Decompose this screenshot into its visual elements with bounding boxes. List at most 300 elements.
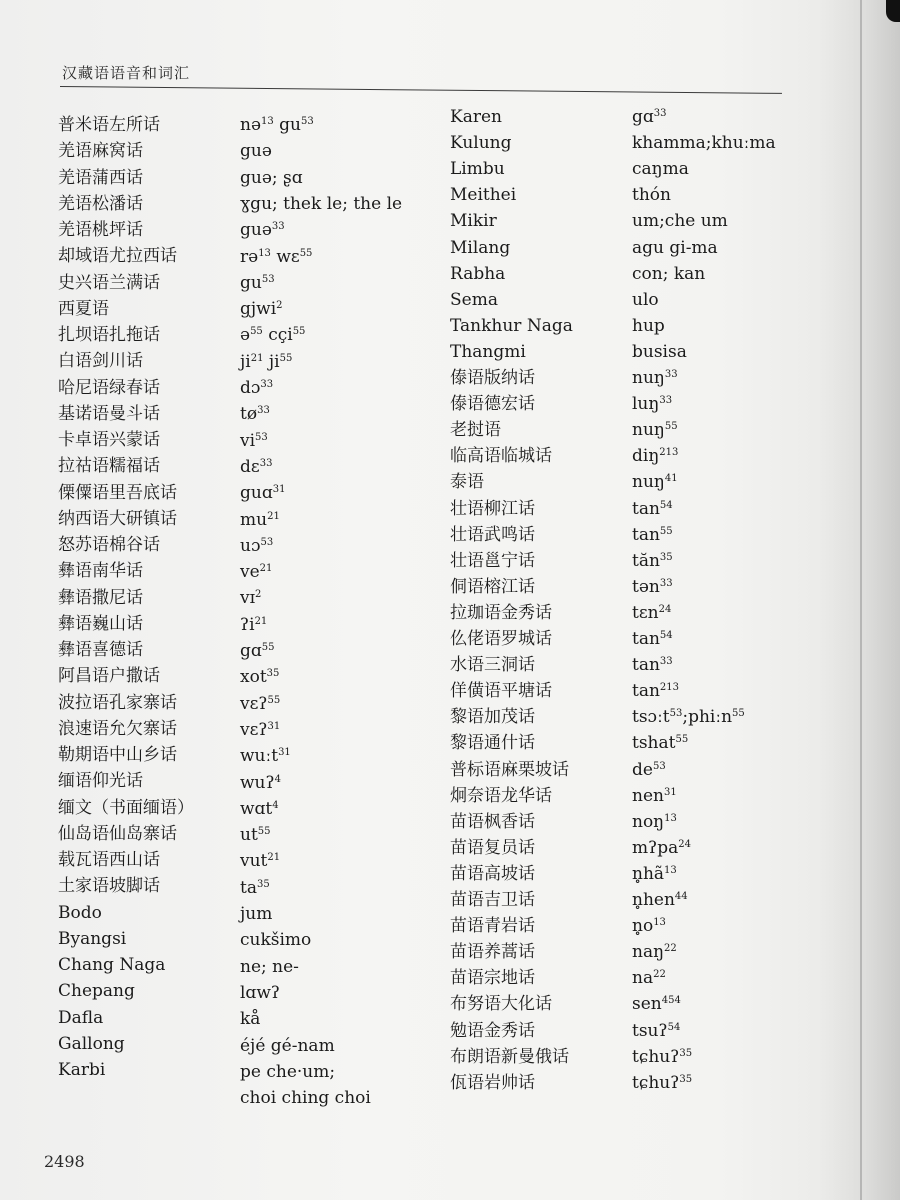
tone-superscript: 55 bbox=[257, 826, 271, 838]
language-name bbox=[450, 208, 622, 234]
language-name bbox=[58, 270, 238, 296]
entry-text: 却域语尤拉西话 bbox=[58, 246, 177, 267]
entry-text: gɑ bbox=[632, 107, 654, 127]
word-form bbox=[632, 469, 787, 495]
word-form bbox=[632, 235, 787, 261]
language-name bbox=[450, 965, 622, 991]
entry-text: vi bbox=[240, 430, 256, 451]
word-form bbox=[632, 704, 787, 730]
entry-text: tɛn bbox=[632, 602, 659, 623]
tone-superscript: 13 bbox=[664, 864, 677, 876]
tone-superscript: 53 bbox=[255, 431, 268, 443]
language-name bbox=[58, 795, 238, 821]
word-form bbox=[240, 770, 445, 796]
entry-text: Sema bbox=[450, 289, 498, 310]
tone-superscript: 454 bbox=[661, 995, 681, 1007]
entry-text: 载瓦语西山话 bbox=[58, 850, 160, 870]
word-form bbox=[240, 796, 445, 822]
entry-text: vɛʔ bbox=[240, 693, 268, 714]
tone-superscript: 33 bbox=[659, 656, 673, 668]
entry-text: tshat bbox=[632, 733, 676, 754]
language-name bbox=[58, 165, 238, 191]
language-name bbox=[450, 730, 622, 756]
entry-text: 炯奈语龙华话 bbox=[450, 785, 552, 806]
word-form bbox=[240, 533, 445, 559]
tone-superscript: 13 bbox=[653, 917, 666, 929]
page-edge bbox=[860, 0, 862, 1200]
language-name bbox=[450, 939, 622, 965]
entry-text: 阿昌语户撒话 bbox=[58, 666, 160, 687]
language-name bbox=[450, 522, 622, 548]
tone-superscript: 21 bbox=[267, 510, 280, 522]
entry-text: 彝语撒尼话 bbox=[58, 587, 143, 608]
word-form bbox=[240, 717, 445, 743]
entry-text: guə; ʂɑ bbox=[240, 167, 303, 188]
header-rule bbox=[60, 86, 782, 94]
language-name bbox=[450, 130, 622, 156]
entry-text: cçi bbox=[262, 325, 293, 346]
word-form bbox=[240, 638, 445, 664]
entry-text: Mikir bbox=[450, 211, 497, 232]
word-form bbox=[632, 652, 787, 678]
entry-text: 白语剑川话 bbox=[58, 351, 143, 372]
word-form bbox=[240, 112, 445, 138]
entry-text: 拉祜语糯福话 bbox=[58, 456, 160, 477]
tone-superscript: 22 bbox=[653, 969, 666, 981]
word-form bbox=[632, 757, 787, 783]
tone-superscript: 213 bbox=[659, 682, 680, 694]
tone-superscript: 13 bbox=[664, 812, 677, 824]
language-name bbox=[58, 768, 238, 794]
word-form bbox=[240, 980, 445, 1006]
entry-text: ulo bbox=[632, 289, 659, 310]
entry-text: 彝语巍山话 bbox=[58, 613, 143, 634]
word-form bbox=[632, 574, 787, 600]
entry-text: nuŋ bbox=[632, 368, 665, 388]
word-form bbox=[240, 1085, 445, 1111]
word-form bbox=[240, 244, 445, 270]
language-name bbox=[58, 1005, 238, 1031]
language-name bbox=[58, 742, 238, 768]
entry-text: 布朗语新曼俄话 bbox=[450, 1046, 569, 1067]
entry-text: ve bbox=[240, 562, 260, 583]
tone-superscript: 54 bbox=[659, 499, 673, 511]
language-name bbox=[58, 663, 238, 689]
entry-text: 缅语仰光话 bbox=[58, 771, 143, 792]
entry-text: 勉语金秀话 bbox=[450, 1020, 535, 1041]
tone-superscript: 213 bbox=[659, 447, 679, 459]
entry-text: ɣgu; thek le; the le bbox=[240, 193, 403, 214]
tone-superscript: 33 bbox=[257, 405, 270, 417]
entry-text: 壮语柳江话 bbox=[450, 498, 535, 519]
entry-text: 扎坝语扎拖话 bbox=[58, 325, 160, 345]
entry-text: ;phiːn bbox=[682, 707, 733, 728]
entry-text: tən bbox=[632, 576, 660, 597]
entry-text: 拉珈语金秀话 bbox=[450, 602, 552, 623]
tone-superscript: 35 bbox=[266, 668, 280, 680]
tone-superscript: 53 bbox=[260, 536, 274, 548]
entry-text: 侗语榕江话 bbox=[450, 576, 535, 597]
word-form bbox=[632, 1018, 787, 1044]
running-header: 汉藏语语音和词汇 bbox=[62, 64, 191, 82]
entry-text: tan bbox=[632, 524, 660, 545]
word-form bbox=[632, 548, 787, 574]
tone-superscript: 33 bbox=[653, 108, 667, 119]
entry-text: gu bbox=[273, 115, 301, 135]
word-form bbox=[632, 1044, 787, 1070]
tone-superscript: 55 bbox=[659, 525, 673, 537]
language-name bbox=[58, 1031, 238, 1057]
entry-text: agu gi-ma bbox=[632, 237, 718, 258]
tone-superscript: 54 bbox=[667, 1021, 681, 1033]
word-form bbox=[632, 809, 787, 835]
entry-text: wɛ bbox=[270, 246, 300, 267]
word-form bbox=[240, 954, 445, 980]
word-form bbox=[632, 496, 787, 522]
language-name bbox=[58, 585, 238, 611]
tone-superscript: 53 bbox=[669, 708, 683, 720]
entry-text: 勒期语中山乡话 bbox=[58, 745, 177, 765]
word-form bbox=[632, 730, 787, 756]
entry-text: 史兴语兰满话 bbox=[58, 272, 160, 293]
tone-superscript: 35 bbox=[679, 1047, 693, 1059]
entry-text: busisa bbox=[632, 341, 687, 362]
entry-text: Chepang bbox=[58, 981, 135, 1002]
tone-superscript: 33 bbox=[259, 457, 273, 469]
tone-superscript: 55 bbox=[664, 421, 678, 433]
entry-text: uɔ bbox=[240, 535, 261, 556]
entry-text: Karbi bbox=[58, 1060, 106, 1080]
tone-superscript: 53 bbox=[652, 760, 666, 772]
word-form bbox=[632, 991, 787, 1017]
entry-text: wuːt bbox=[240, 746, 279, 767]
entry-text: 怒苏语棉谷话 bbox=[58, 535, 160, 555]
entry-text: ut bbox=[240, 825, 258, 846]
tone-superscript: 55 bbox=[250, 326, 263, 338]
entry-text: rə bbox=[240, 246, 259, 267]
word-form bbox=[240, 875, 445, 901]
word-form bbox=[632, 965, 787, 991]
entry-text: 佤语岩帅话 bbox=[450, 1072, 535, 1093]
entry-text: nə bbox=[240, 115, 262, 135]
word-form bbox=[240, 664, 445, 690]
entry-text: wuʔ bbox=[240, 772, 275, 793]
word-form bbox=[240, 901, 445, 927]
entry-text: diŋ bbox=[632, 446, 660, 467]
entry-text: 傣语德宏话 bbox=[450, 394, 535, 415]
language-name bbox=[58, 427, 238, 453]
language-name bbox=[58, 558, 238, 584]
word-form bbox=[240, 927, 445, 953]
word-form bbox=[632, 835, 787, 861]
word-form bbox=[632, 182, 787, 208]
entry-text: tø bbox=[240, 404, 258, 425]
language-name bbox=[450, 574, 622, 600]
entry-text: gɑ bbox=[240, 641, 262, 661]
word-form bbox=[240, 822, 445, 848]
language-name bbox=[450, 600, 622, 626]
entry-text: hup bbox=[632, 315, 665, 336]
language-name bbox=[58, 821, 238, 847]
entry-text: 羌语麻窝话 bbox=[58, 141, 143, 162]
entry-text: éjé gé-nam bbox=[240, 1035, 335, 1056]
word-form bbox=[632, 339, 787, 365]
tone-superscript: 21 bbox=[250, 352, 264, 364]
entry-text: 羌语桃坪话 bbox=[58, 220, 143, 240]
entry-text: ʔi bbox=[240, 614, 255, 635]
word-form bbox=[632, 678, 787, 704]
language-name bbox=[58, 243, 238, 269]
language-name bbox=[58, 716, 238, 742]
word-form bbox=[240, 559, 445, 585]
language-name bbox=[58, 926, 238, 952]
entry-text: jum bbox=[240, 904, 273, 924]
tone-superscript: 33 bbox=[271, 221, 285, 233]
tone-superscript: 41 bbox=[664, 473, 678, 485]
entry-text: noŋ bbox=[632, 811, 665, 832]
word-form bbox=[240, 322, 445, 348]
entry-text: cukšimo bbox=[240, 930, 312, 951]
tone-superscript: 44 bbox=[674, 891, 688, 902]
tone-superscript: 33 bbox=[659, 577, 673, 589]
entry-text: 羌语蒲西话 bbox=[58, 167, 143, 188]
tone-superscript: 55 bbox=[732, 708, 745, 720]
language-name bbox=[450, 1044, 622, 1070]
entry-text: guə bbox=[240, 141, 272, 162]
entry-text: tan bbox=[632, 498, 660, 519]
entry-text: tɕhuʔ bbox=[632, 1046, 680, 1067]
entry-text: con; kan bbox=[632, 263, 706, 284]
tone-superscript: 35 bbox=[679, 1073, 693, 1085]
entry-text: Kulung bbox=[450, 133, 512, 154]
word-form bbox=[632, 365, 787, 391]
entry-text: 普标语麻栗坡话 bbox=[450, 759, 569, 780]
tone-superscript: 31 bbox=[663, 786, 677, 798]
word-form bbox=[632, 887, 787, 913]
entry-text: lɑwʔ bbox=[240, 982, 280, 1003]
language-name bbox=[58, 191, 238, 217]
entry-text: de bbox=[632, 759, 653, 780]
language-name bbox=[58, 112, 238, 138]
entry-text: 仫佬语罗城话 bbox=[450, 629, 552, 649]
entry-text: Dafla bbox=[58, 1007, 104, 1028]
language-name bbox=[58, 532, 238, 558]
entry-text: 仙岛语仙岛寨话 bbox=[58, 823, 177, 844]
language-name bbox=[58, 401, 238, 427]
word-form bbox=[240, 691, 445, 717]
language-name bbox=[58, 138, 238, 164]
language-name bbox=[450, 261, 622, 287]
tone-superscript: 53 bbox=[301, 116, 314, 127]
word-form bbox=[632, 261, 787, 287]
language-name bbox=[450, 156, 622, 182]
language-name bbox=[58, 978, 238, 1004]
entry-text: vɪ bbox=[240, 588, 256, 609]
entry-text: 羌语松潘话 bbox=[58, 193, 143, 214]
word-form bbox=[632, 626, 787, 652]
word-form bbox=[240, 375, 445, 401]
entry-text: tăn bbox=[632, 550, 660, 571]
entry-text: 壮语邕宁话 bbox=[450, 550, 535, 571]
entry-text: 彝语喜德话 bbox=[58, 640, 143, 660]
word-form bbox=[240, 1059, 445, 1085]
entry-text: 土家语坡脚话 bbox=[58, 876, 160, 897]
language-name bbox=[450, 678, 622, 704]
word-form bbox=[240, 1006, 445, 1032]
tone-superscript: 2 bbox=[276, 300, 283, 312]
tone-superscript: 4 bbox=[272, 799, 279, 811]
word-form bbox=[632, 104, 787, 130]
entry-text: thón bbox=[632, 185, 671, 206]
word-form bbox=[240, 165, 445, 191]
language-name bbox=[58, 348, 238, 374]
word-form bbox=[240, 848, 445, 874]
language-name bbox=[450, 365, 622, 391]
tone-superscript: 24 bbox=[658, 603, 672, 615]
entry-text: 西夏语 bbox=[58, 298, 109, 319]
entry-text: guɑ bbox=[240, 483, 273, 504]
page-number: 2498 bbox=[44, 1152, 85, 1171]
entry-text: luŋ bbox=[632, 394, 660, 415]
entry-text: tan bbox=[632, 655, 660, 676]
word-form bbox=[632, 600, 787, 626]
entry-text: 基诺语曼斗话 bbox=[58, 403, 160, 424]
tone-superscript: 13 bbox=[261, 116, 274, 127]
language-name bbox=[450, 757, 622, 783]
entry-text: gjwi bbox=[240, 299, 277, 320]
language-name bbox=[450, 548, 622, 574]
entry-text: wɑt bbox=[240, 798, 273, 819]
entry-text: xot bbox=[240, 667, 267, 688]
tone-superscript: 21 bbox=[254, 615, 268, 627]
word-form bbox=[240, 612, 445, 638]
entry-text: 泰语 bbox=[450, 472, 484, 493]
tone-superscript: 31 bbox=[278, 747, 291, 759]
entry-text: 壮语武鸣话 bbox=[450, 524, 535, 545]
entry-text: 苗语枫香话 bbox=[450, 811, 535, 832]
word-form bbox=[240, 217, 445, 243]
language-name bbox=[450, 417, 622, 443]
language-name bbox=[450, 1070, 622, 1096]
word-form bbox=[240, 349, 445, 375]
word-form bbox=[240, 1033, 445, 1059]
word-form bbox=[240, 454, 445, 480]
entry-text: sen bbox=[632, 994, 662, 1015]
word-form bbox=[632, 783, 787, 809]
word-form bbox=[632, 939, 787, 965]
entry-text: n̥hen bbox=[632, 890, 675, 910]
entry-text: ji bbox=[263, 351, 280, 372]
entry-text: nuŋ bbox=[632, 472, 665, 493]
tone-superscript: 55 bbox=[675, 734, 689, 746]
entry-text: 苗语吉卫话 bbox=[450, 890, 535, 910]
entry-text: tsuʔ bbox=[632, 1020, 668, 1041]
language-name bbox=[450, 1018, 622, 1044]
language-name bbox=[450, 991, 622, 1017]
language-name bbox=[58, 900, 238, 926]
language-name bbox=[450, 626, 622, 652]
entry-text: 纳西语大研镇话 bbox=[58, 508, 177, 529]
language-name bbox=[450, 704, 622, 730]
language-name bbox=[450, 313, 622, 339]
language-name bbox=[450, 469, 622, 495]
tone-superscript: 55 bbox=[292, 326, 306, 338]
language-name bbox=[58, 611, 238, 637]
entry-text: dɛ bbox=[240, 456, 260, 477]
word-form bbox=[240, 743, 445, 769]
entry-text: 苗语高坡话 bbox=[450, 863, 535, 884]
language-name bbox=[58, 217, 238, 243]
entry-text: gu bbox=[240, 272, 262, 293]
language-name bbox=[58, 637, 238, 663]
tone-superscript: 2 bbox=[255, 589, 262, 601]
entry-text: 卡卓语兴蒙话 bbox=[58, 430, 160, 450]
tone-superscript: 33 bbox=[664, 369, 678, 380]
language-name bbox=[58, 480, 238, 506]
tone-superscript: 33 bbox=[260, 379, 274, 390]
language-name bbox=[58, 1057, 238, 1083]
entry-text: Milang bbox=[450, 237, 511, 258]
page-spine-shadow bbox=[818, 0, 900, 1200]
tone-superscript: 54 bbox=[659, 630, 673, 641]
language-name bbox=[450, 235, 622, 261]
tone-superscript: 33 bbox=[659, 395, 673, 407]
tone-superscript: 55 bbox=[299, 247, 313, 259]
entry-text: 苗语复员话 bbox=[450, 837, 535, 858]
entry-text: ne; ne- bbox=[240, 956, 299, 977]
entry-text: 傣语版纳话 bbox=[450, 368, 535, 388]
word-form bbox=[240, 507, 445, 533]
entry-text: 缅文（书面缅语） bbox=[58, 797, 194, 818]
entry-text: Tankhur Naga bbox=[450, 315, 573, 336]
corner-mark bbox=[886, 0, 900, 22]
word-form bbox=[632, 913, 787, 939]
word-form bbox=[240, 585, 445, 611]
entry-text: tan bbox=[632, 629, 660, 649]
word-form bbox=[632, 1070, 787, 1096]
entry-text: Gallong bbox=[58, 1033, 125, 1054]
entry-text: 哈尼语绿春话 bbox=[58, 377, 160, 398]
entry-text: um;che um bbox=[632, 211, 728, 232]
entry-text: caŋma bbox=[632, 159, 689, 180]
word-form bbox=[632, 417, 787, 443]
entry-text: Rabha bbox=[450, 263, 506, 284]
entry-text: dɔ bbox=[240, 378, 261, 398]
entry-text: 浪速语允欠寨话 bbox=[58, 718, 177, 739]
tone-superscript: 31 bbox=[267, 720, 281, 732]
tone-superscript: 35 bbox=[256, 878, 270, 890]
entry-text: Meithei bbox=[450, 185, 517, 206]
entry-text: mu bbox=[240, 509, 268, 530]
language-name bbox=[58, 453, 238, 479]
entry-text: 布努语大化话 bbox=[450, 994, 552, 1015]
language-name bbox=[450, 913, 622, 939]
entry-text: nuŋ bbox=[632, 420, 665, 441]
entry-text: Karen bbox=[450, 107, 502, 127]
entry-text: naŋ bbox=[632, 942, 665, 963]
entry-text: tɕhuʔ bbox=[632, 1072, 680, 1093]
tone-superscript: 22 bbox=[664, 943, 677, 955]
entry-text: pe che·um; bbox=[240, 1061, 336, 1082]
entry-text: 苗语青岩话 bbox=[450, 916, 535, 937]
language-name bbox=[450, 887, 622, 913]
tone-superscript: 53 bbox=[261, 273, 275, 285]
tone-superscript: 21 bbox=[267, 852, 281, 864]
entry-text: 普米语左所话 bbox=[58, 115, 160, 135]
entry-text: nen bbox=[632, 785, 664, 806]
entry-text: Limbu bbox=[450, 159, 505, 180]
entry-text: 傈僳语里吾底话 bbox=[58, 482, 177, 503]
